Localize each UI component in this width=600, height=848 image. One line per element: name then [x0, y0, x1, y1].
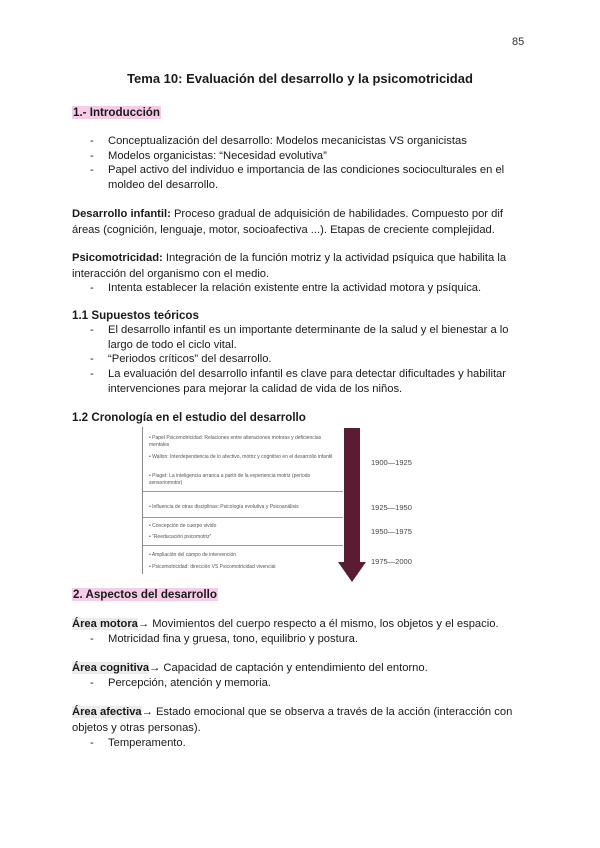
definition-psicomotricidad: Psicomotricidad: Integración de la función motriz y la actividad psíquica que habilita la interacción del organismo con el medio.	[72, 252, 507, 280]
figure-item: • “Reeducación psicomotriz”	[149, 534, 212, 540]
figure-item: • Ampliación del campo de intervención	[149, 552, 237, 558]
figure-item: • Influencia de otras disciplinas: Psicología evolutiva y Psicoanálisis	[149, 504, 299, 510]
term-psicomotricidad: Psicomotricidad:	[72, 252, 163, 264]
figure-divider	[143, 545, 343, 546]
section-heading-cronologia: 1.2 Cronología en el estudio del desarrollo	[72, 411, 306, 424]
period-label: 1925—1950	[371, 503, 412, 512]
area-motora: Área motora→ Movimientos del cuerpo respecto a él mismo, los objetos y el espacio.	[72, 618, 499, 630]
definition-desarrollo-infantil: Desarrollo infantil: Proceso gradual de adquisición de habilidades. Compuesto por dif áreas (cognición, lenguaje, motor, socioafectiva ...). Etapas de creciente complejidad.	[72, 208, 503, 236]
section-heading-supuestos: 1.1 Supuestos teóricos	[72, 309, 199, 322]
figure-item: • Concepción de cuerpo vivido	[149, 523, 217, 529]
figure-item: • Papel Psicomotricidad: Relaciones entre alteraciones motoras y deficiencias mentales	[149, 435, 322, 448]
term-desarrollo-infantil: Desarrollo infantil:	[72, 208, 171, 220]
term-area-motora: Área motora	[72, 618, 138, 630]
term-area-afectiva: Área afectiva	[72, 706, 142, 718]
timeline-arrow-shaft	[344, 428, 360, 564]
period-label: 1900—1925	[371, 458, 412, 467]
term-area-cognitiva: Área cognitiva	[72, 662, 150, 674]
section-heading-aspectos: 2. Aspectos del desarrollo	[73, 588, 217, 601]
chronology-figure	[142, 427, 343, 574]
page-title: Tema 10: Evaluación del desarrollo y la psicomotricidad	[127, 71, 473, 86]
period-label: 1975—2000	[371, 557, 412, 566]
figure-divider	[143, 491, 343, 492]
area-afectiva: Área afectiva→ Estado emocional que se observa a través de la acción (interacción con objetos y otras personas).	[72, 706, 513, 734]
section-heading-introduccion: 1.- Introducción	[73, 106, 160, 119]
page-number: 85	[512, 36, 525, 48]
period-label: 1950—1975	[371, 527, 412, 536]
area-cognitiva: Área cognitiva→ Capacidad de captación y entendimiento del entorno.	[72, 662, 428, 674]
timeline-arrow-head-icon	[338, 562, 366, 582]
figure-item: • Psicomotricidad: dirección VS Psicomotricidad vivencial	[149, 564, 276, 570]
figure-divider	[143, 517, 343, 518]
figure-item: • Wallon: Interdependencia de lo afectivo, motriz y cognitivo en el desarrollo infantil	[149, 454, 333, 460]
figure-item: • Piaget: La inteligencia arranca a partir de la experiencia motriz (periodo sensoriomotor)	[149, 473, 311, 486]
